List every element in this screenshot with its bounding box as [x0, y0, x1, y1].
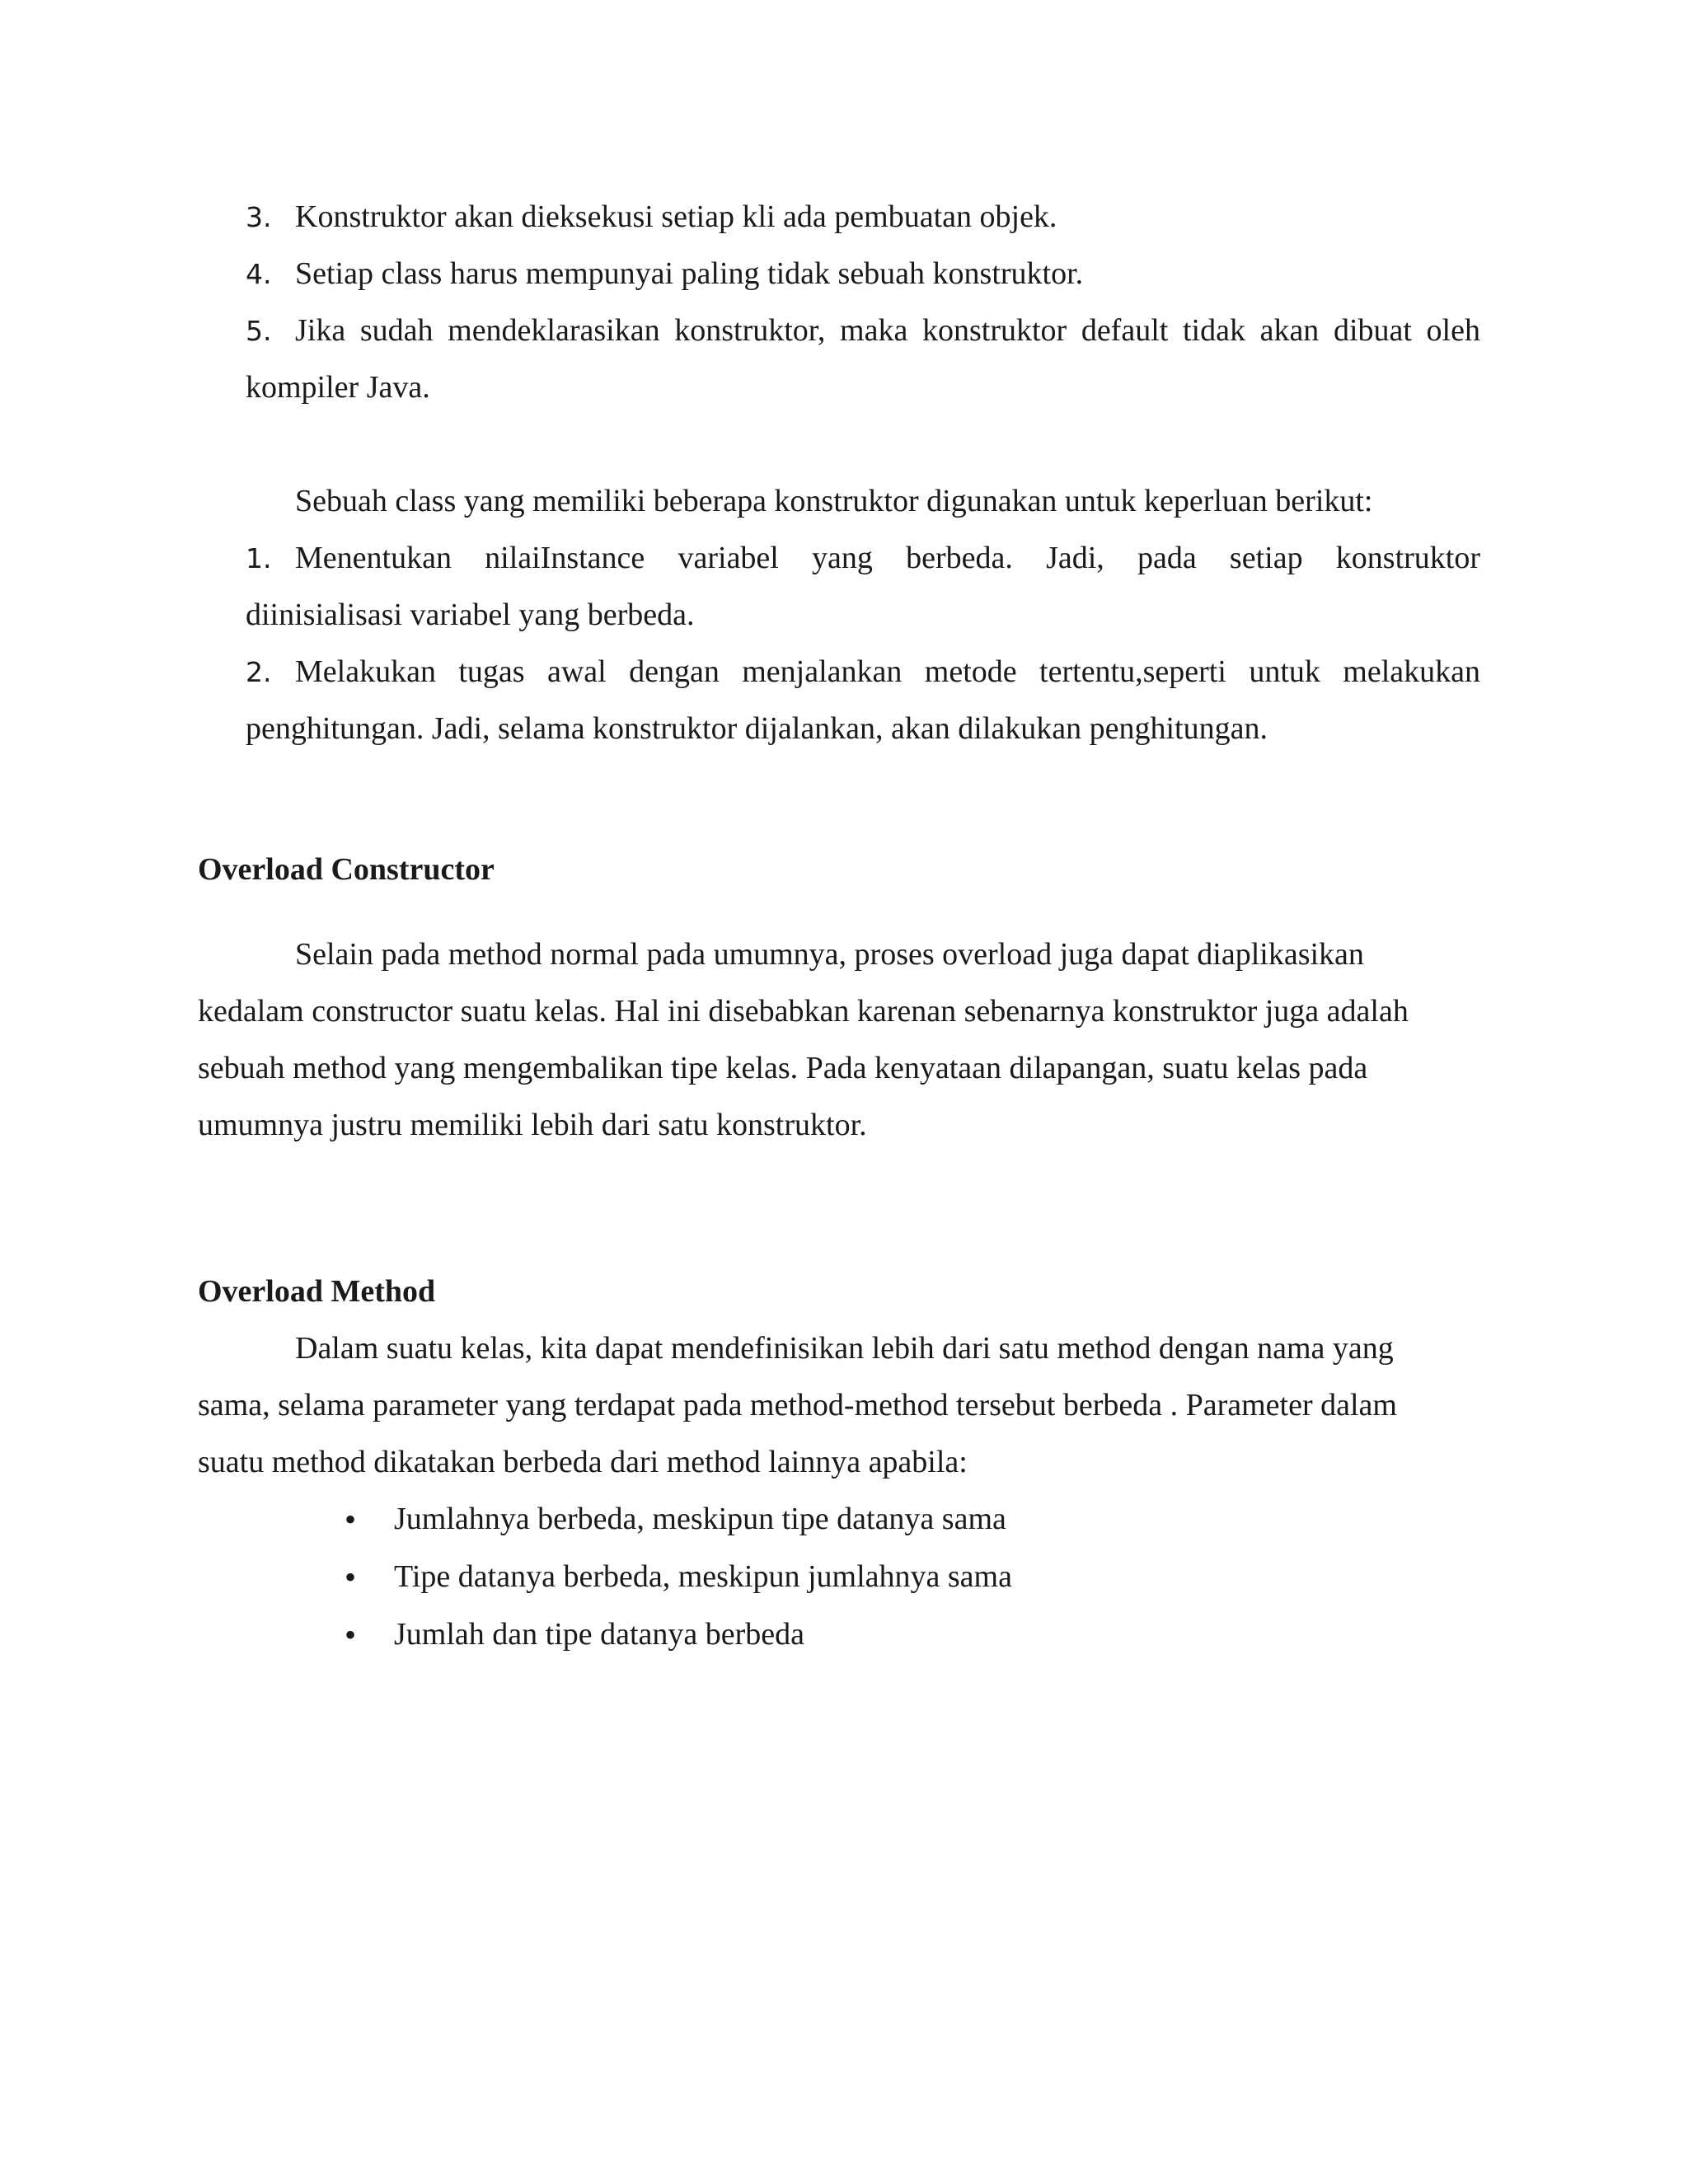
list-item — [246, 302, 1480, 359]
section-heading: Overload Constructor — [198, 852, 495, 887]
paragraph-line: suatu method dikatakan berbeda dari method lainnya apabila: — [198, 1445, 968, 1479]
paragraph: Sebuah class yang memiliki beberapa konstruktor digunakan untuk keperluan berikut: — [295, 484, 1373, 518]
bullet-item: Jumlah dan tipe datanya berbeda — [394, 1617, 805, 1652]
bullet-icon: • — [345, 1616, 357, 1653]
list-number: 1. — [246, 542, 272, 574]
section-heading: Overload Method — [198, 1274, 436, 1309]
list-item-text: Jika sudah mendeklarasikan konstruktor, maka konstruktor default tidak akan dibuat oleh — [295, 313, 1480, 348]
list-item-continuation: diinisialisasi variabel yang berbeda. — [246, 598, 695, 632]
list-item-text: Konstruktor akan dieksekusi setiap kli ada pembuatan objek. — [295, 199, 1057, 234]
list-item — [246, 644, 1480, 701]
bullet-icon: • — [345, 1501, 357, 1538]
paragraph-line: sama, selama parameter yang terdapat pada method-method tersebut berbeda . Parameter dalam — [198, 1388, 1397, 1422]
paragraph-line: sebuah method yang mengembalikan tipe kelas. Pada kenyataan dilapangan, suatu kelas pada — [198, 1051, 1368, 1085]
bullet-item: Tipe datanya berbeda, meskipun jumlahnya sama — [394, 1559, 1012, 1594]
bullet-icon: • — [345, 1558, 357, 1596]
list-item-text: Menentukan nilaiInstance variabel yang berbeda. Jadi, pada setiap konstruktor — [295, 541, 1480, 575]
list-item — [246, 530, 1480, 587]
list-number: 3. — [246, 201, 272, 233]
list-number: 2. — [246, 656, 272, 688]
list-number: 5. — [246, 315, 272, 347]
list-item-text: Melakukan tugas awal dengan menjalankan metode tertentu,seperti untuk melakukan — [295, 654, 1480, 689]
list-item-continuation: penghitungan. Jadi, selama konstruktor dijalankan, akan dilakukan penghitungan. — [246, 711, 1268, 746]
list-item-continuation: kompiler Java. — [246, 370, 430, 405]
paragraph-line: Selain pada method normal pada umumnya, proses overload juga dapat diaplikasikan — [295, 937, 1364, 972]
bullet-item: Jumlahnya berbeda, meskipun tipe datanya sama — [394, 1502, 1006, 1536]
list-item — [246, 189, 1057, 246]
list-item-text: Setiap class harus mempunyai paling tidak sebuah konstruktor. — [295, 256, 1084, 291]
paragraph-line: kedalam constructor suatu kelas. Hal ini disebabkan karenan sebenarnya konstruktor juga adalah — [198, 994, 1409, 1029]
paragraph-line: umumnya justru memiliki lebih dari satu konstruktor. — [198, 1108, 867, 1142]
list-item — [246, 246, 1083, 302]
list-number: 4. — [246, 258, 272, 290]
paragraph-line: Dalam suatu kelas, kita dapat mendefinisikan lebih dari satu method dengan nama yang — [295, 1331, 1394, 1366]
